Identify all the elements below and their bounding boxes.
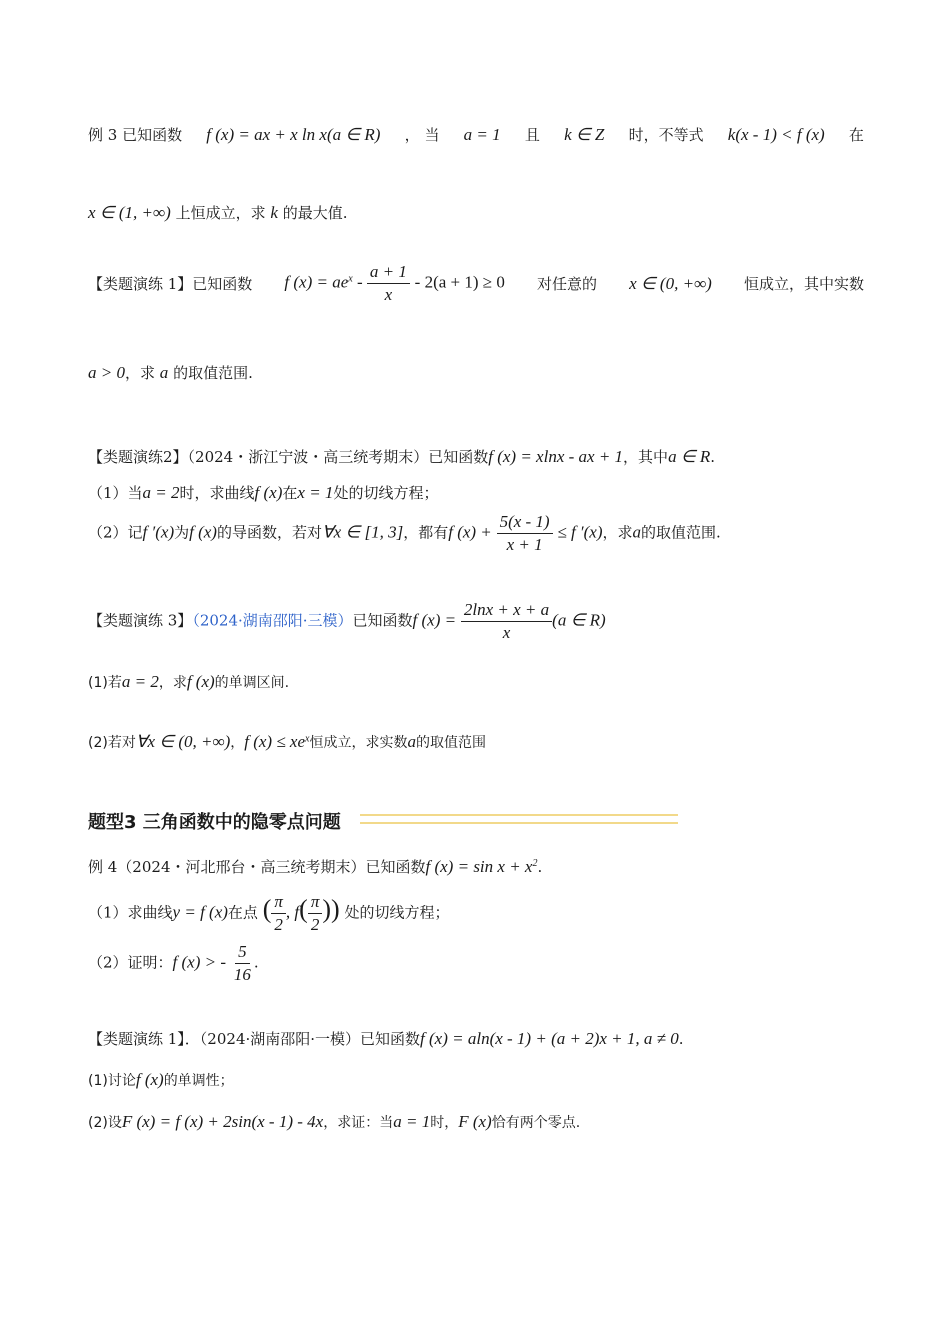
example3-end: 的最大值. <box>282 204 348 222</box>
example3-k: k <box>270 203 278 222</box>
practice1-a: a <box>159 363 169 382</box>
practice3-label: 【类题演练 3】 <box>88 611 193 630</box>
practice2-function: f (x) = xlnx - ax + 1 <box>488 447 624 466</box>
practice1-text1: 对任意的 <box>536 275 597 293</box>
practice1-text2: 恒成立，其中实数 <box>743 275 864 293</box>
practice1-cond: a > 0 <box>88 363 125 382</box>
example3-line2 <box>88 202 864 223</box>
example3-domain: x ∈ (1, +∞) <box>88 203 171 222</box>
practice2-fraction: $\frac{5(x - 1)}{x + 1}$ <box>497 512 553 555</box>
practice1-line2: a > 0，求 a 的取值范围. <box>88 363 253 382</box>
practice4-line1: 【类题演练 1】．（2024·湖南邵阳·一模）已知函数f (x) = aln(x - 1) + (a + 2)x + 1, a ≠ 0. <box>88 1029 684 1048</box>
practice3-source: （2024·湖南邵阳·三模） <box>192 611 353 630</box>
practice2-label: 【类题演练2】（2024・浙江宁波・高三统考期末）已知函数 <box>88 448 489 466</box>
practice3-fraction: $\frac{2\ln x + x + a}{x}$ <box>461 600 552 643</box>
example3-line1 <box>88 124 864 145</box>
example4-fraction: $\frac{5}{16}$ <box>233 942 251 984</box>
example4-line1: 例 4（2024・河北邢台・高三统考期末）已知函数f $(x) = \sin x + x^2$. <box>88 857 543 876</box>
section-heading-rule <box>360 814 678 824</box>
practice1-label: 【类题演练 1】已知函数 <box>88 275 253 293</box>
practice1-domain: x ∈ (0, +∞) <box>629 273 712 293</box>
practice2-q2: （2）记f ′(x)为f (x)的导函数，若对∀x ∈ [1, 3]，都有f (x) + $\frac{5(x - 1)}{x + 1}$ ≤ f ′(x)，求a的取值范围. <box>88 512 721 554</box>
practice3-q1: (1)若a = 2，求f (x)的单调区间. <box>88 672 290 691</box>
example3-function: f (x) = ax + x ln x(a ∈ R) <box>206 124 381 144</box>
example3-at: 在 <box>848 126 864 144</box>
practice4-label: 【类题演练 1】．（2024·湖南邵阳·一模）已知函数 <box>88 1030 421 1048</box>
example3-intro: 例 3 已知函数 <box>88 126 183 144</box>
example4-label: 例 4（2024・河北邢台・高三统考期末）已知函数 <box>88 858 426 876</box>
example3-cond-k: k ∈ Z <box>564 124 605 144</box>
practice3-line1: 【类题演练 3】（2024·湖南邵阳·三模）已知函数f (x) = $\frac{2\ln x + x + a}{x}$ (a ∈ R) <box>88 600 606 642</box>
example3-text2: 上恒成立，求 <box>175 204 266 222</box>
practice4-q1: (1)讨论f (x)的单调性； <box>88 1070 234 1089</box>
practice2-line1: 【类题演练2】（2024・浙江宁波・高三统考期末）已知函数f (x) = xlnx - ax + 1，其中a ∈ R. <box>88 447 716 466</box>
example4-q1: （1）求曲线y = f (x)在点 ( $\frac{\pi}{2}$ , f( $\frac{\pi}{2}$ )) 处的切线方程； <box>88 892 450 934</box>
section-heading: 题型3 三角函数中的隐零点问题 <box>88 812 341 833</box>
example3-ineq-text: 时，不等式 <box>628 126 704 144</box>
example3-cond-a: a = 1 <box>463 124 501 144</box>
practice3-q2: (2)若对∀x ∈ (0, +∞)，f $(x) \le xe^x$恒成立，求实数a的取值范围 <box>88 732 486 751</box>
practice1-fraction: $\frac{a + 1}{x}$ <box>367 262 410 305</box>
practice2-q1: （1）当a = 2时，求曲线f (x)在x = 1处的切线方程； <box>88 483 439 502</box>
example3-inequality: k(x - 1) < f (x) <box>727 124 825 144</box>
example3-text: ， 当 <box>404 126 440 144</box>
example4-q2: （2）证明：f (x) > - $\frac{5}{16}$ . <box>88 942 259 984</box>
example3-and: 且 <box>524 126 540 144</box>
practice1-line1 <box>88 262 864 305</box>
practice4-q2: (2)设F (x) = f (x) + 2sin(x - 1) - 4x，求证：当a = 1时，F (x)恰有两个零点. <box>88 1112 581 1131</box>
practice1-function: f $(x) = ae^x$ - $\frac{a + 1}{x}$ - 2(a + 1) ≥ 0 <box>284 262 505 304</box>
